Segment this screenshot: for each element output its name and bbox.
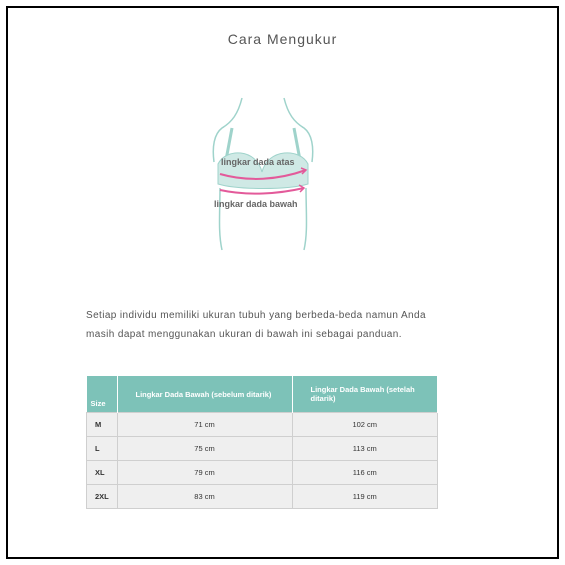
table-row — [87, 485, 438, 509]
cell-size: M — [87, 413, 118, 437]
guide-paragraph: Setiap individu memiliki ukuran tubuh yang berbeda-beda namun Anda masih dapat menggunakan ukuran di bawah ini sebagai panduan. — [86, 310, 426, 340]
cell-after: 113 cm — [292, 437, 438, 461]
upper-bust-label: lingkar dada atas — [221, 157, 295, 167]
cell-before: 75 cm — [117, 437, 292, 461]
cell-after: 119 cm — [292, 485, 438, 509]
cell-after: 116 cm — [292, 461, 438, 485]
table-header-row — [87, 376, 438, 413]
header-underbust-after: Lingkar Dada Bawah (setelah ditarik) — [292, 376, 438, 413]
header-underbust-before: Lingkar Dada Bawah (sebelum ditarik) — [117, 376, 292, 413]
cell-size: XL — [87, 461, 118, 485]
header-size: Size — [87, 376, 118, 413]
under-bust-label: lingkar dada bawah — [214, 199, 298, 209]
cell-before: 79 cm — [117, 461, 292, 485]
cell-before: 71 cm — [117, 413, 292, 437]
table-row — [87, 437, 438, 461]
cell-size: 2XL — [87, 485, 118, 509]
table-row — [87, 461, 438, 485]
table-row — [87, 413, 438, 437]
cell-after: 102 cm — [292, 413, 438, 437]
cell-before: 83 cm — [117, 485, 292, 509]
cell-size: L — [87, 437, 118, 461]
measurement-figure — [198, 92, 328, 254]
size-table — [86, 376, 438, 509]
page-title: Cara Mengukur — [227, 31, 338, 47]
